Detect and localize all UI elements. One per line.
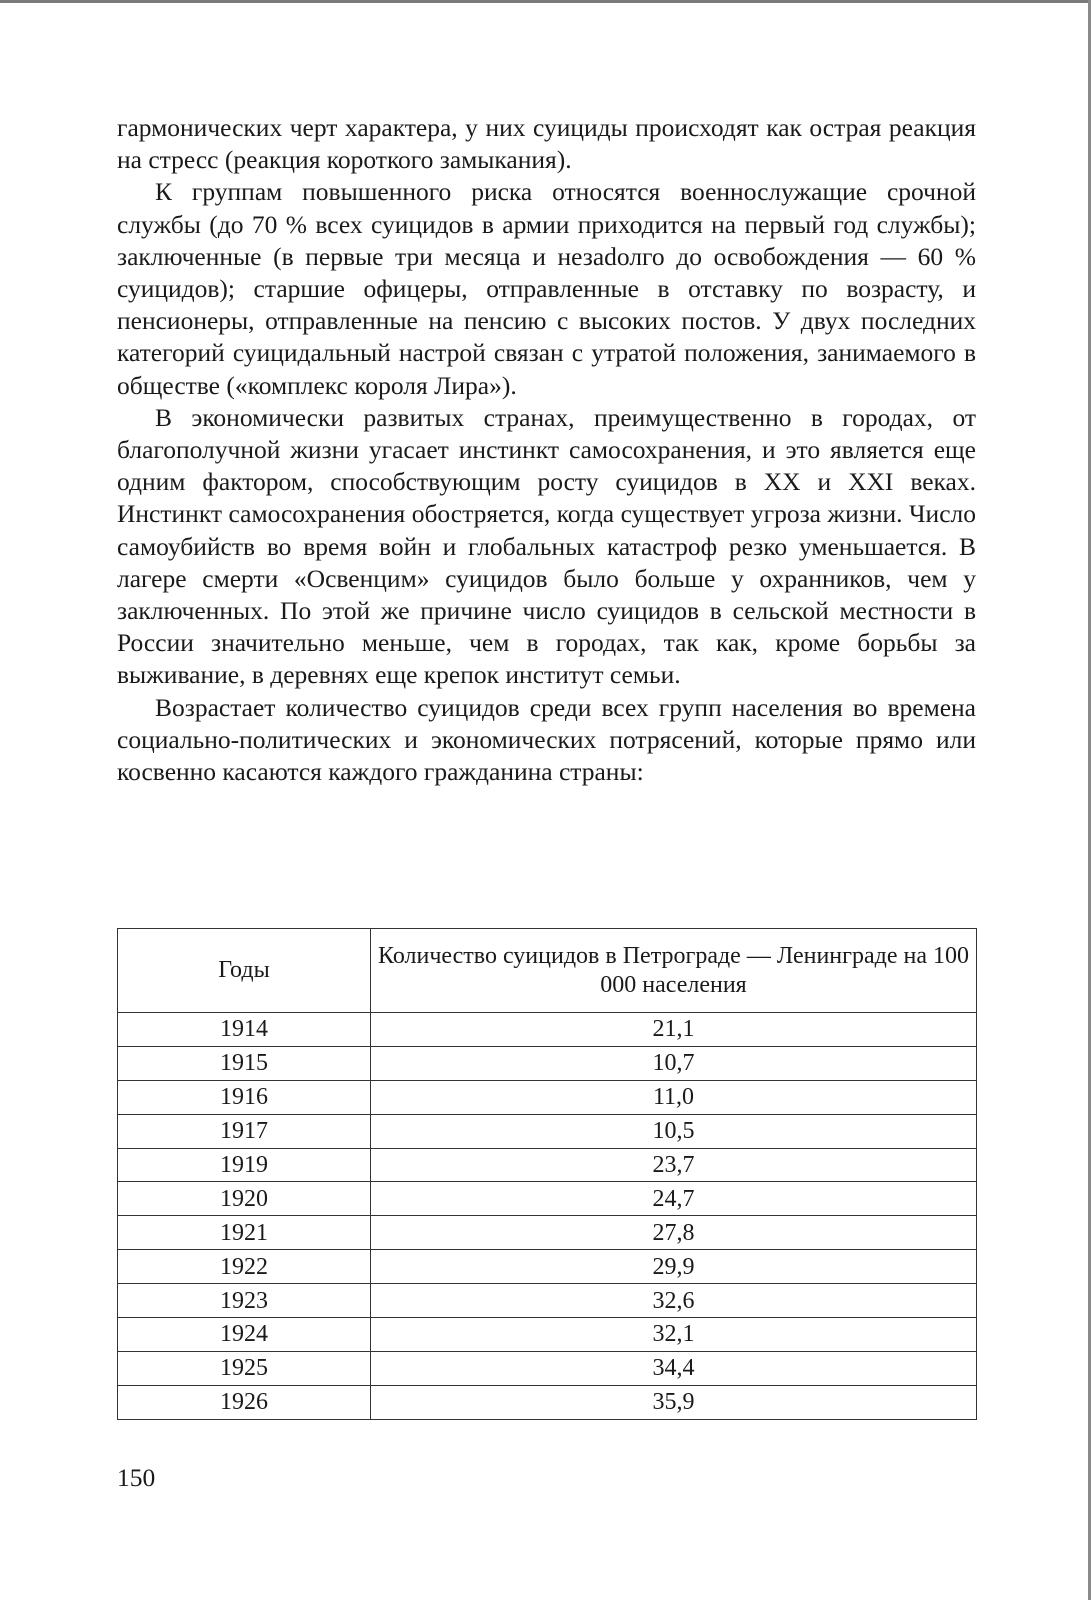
table-row [118, 1318, 977, 1352]
suicide-count-cell: 32,6 [371, 1284, 977, 1318]
year-cell: 1914 [118, 1013, 371, 1047]
page-edge-top [0, 0, 1091, 3]
suicide-count-cell: 24,7 [371, 1182, 977, 1216]
suicide-count-cell: 21,1 [371, 1013, 977, 1047]
suicide-count-cell: 35,9 [371, 1385, 977, 1419]
page-number: 150 [117, 1463, 156, 1492]
table-row [118, 1250, 977, 1284]
table-row [118, 1013, 977, 1047]
year-cell: 1919 [118, 1148, 371, 1182]
table-row [118, 1114, 977, 1148]
year-cell: 1922 [118, 1250, 371, 1284]
year-cell: 1917 [118, 1114, 371, 1148]
table-row [118, 1284, 977, 1318]
suicide-count-cell: 10,7 [371, 1046, 977, 1080]
year-cell: 1916 [118, 1080, 371, 1114]
paragraph-1: гармонических черт характера, у них суициды происходят как острая реакция на стресс (реакция короткого замыкания). [117, 113, 976, 175]
table-row [118, 1046, 977, 1080]
table-row [118, 1351, 977, 1385]
table-header-row [118, 929, 977, 1013]
body-text [117, 112, 976, 788]
header-suicide-count: Количество суицидов в Петрограде — Ленинграде на 100 000 населения [371, 929, 977, 1013]
table-row [118, 1080, 977, 1114]
suicide-count-cell: 23,7 [371, 1148, 977, 1182]
paragraph-4: Возрастает количество суицидов среди всех групп населения во времена социально-политических и экономических потрясений, которые прямо или косвенно касаются каждого гражданина страны: [117, 692, 976, 787]
year-cell: 1915 [118, 1046, 371, 1080]
suicide-count-cell: 29,9 [371, 1250, 977, 1284]
year-cell: 1924 [118, 1318, 371, 1352]
table-row [118, 1148, 977, 1182]
paragraph-3: В экономически развитых странах, преимущественно в городах, от благополучной жизни угасает инстинкт самосохранения, и это является еще одним фактором, способствующим росту суицидов в XX и XXI веках. Инстинкт самосохранения обостряется, когда существует угроза жизни. Число самоубийств во время войн и глобальных катастроф резко уменьшается. В лагере смерти «Освенцим» суицидов было больше у охранников, чем у заключенных. По этой же причине число суицидов в сельской местности в России значительно меньше, чем в городах, так как, кроме борьбы за выживание, в деревнях еще крепок институт семьи. [117, 402, 976, 690]
suicide-count-cell: 10,5 [371, 1114, 977, 1148]
suicide-count-cell: 32,1 [371, 1318, 977, 1352]
year-cell: 1920 [118, 1182, 371, 1216]
year-cell: 1925 [118, 1351, 371, 1385]
paragraph-2: К группам повышенного риска относятся военнослужащие срочной службы (до 70 % всех суицидов в армии приходится на первый год службы); заключенные (в первые три месяца и незаdолго до освобождения — 60 % суицидов); старшие офицеры, отправленные в отставку по возрасту, и пенсионеры, отправленные на пенсию с высоких постов. У двух последних категорий суицидальный настрой связан с утратой положения, занимаемого в обществе («комплекс короля Лира»). [117, 177, 976, 400]
table-row [118, 1385, 977, 1419]
suicide-count-cell: 27,8 [371, 1216, 977, 1250]
year-cell: 1926 [118, 1385, 371, 1419]
header-years: Годы [118, 929, 371, 1013]
year-cell: 1921 [118, 1216, 371, 1250]
suicide-count-cell: 34,4 [371, 1351, 977, 1385]
suicide-statistics-table [117, 928, 976, 1420]
suicide-count-cell: 11,0 [371, 1080, 977, 1114]
table-row [118, 1216, 977, 1250]
table-row [118, 1182, 977, 1216]
year-cell: 1923 [118, 1284, 371, 1318]
